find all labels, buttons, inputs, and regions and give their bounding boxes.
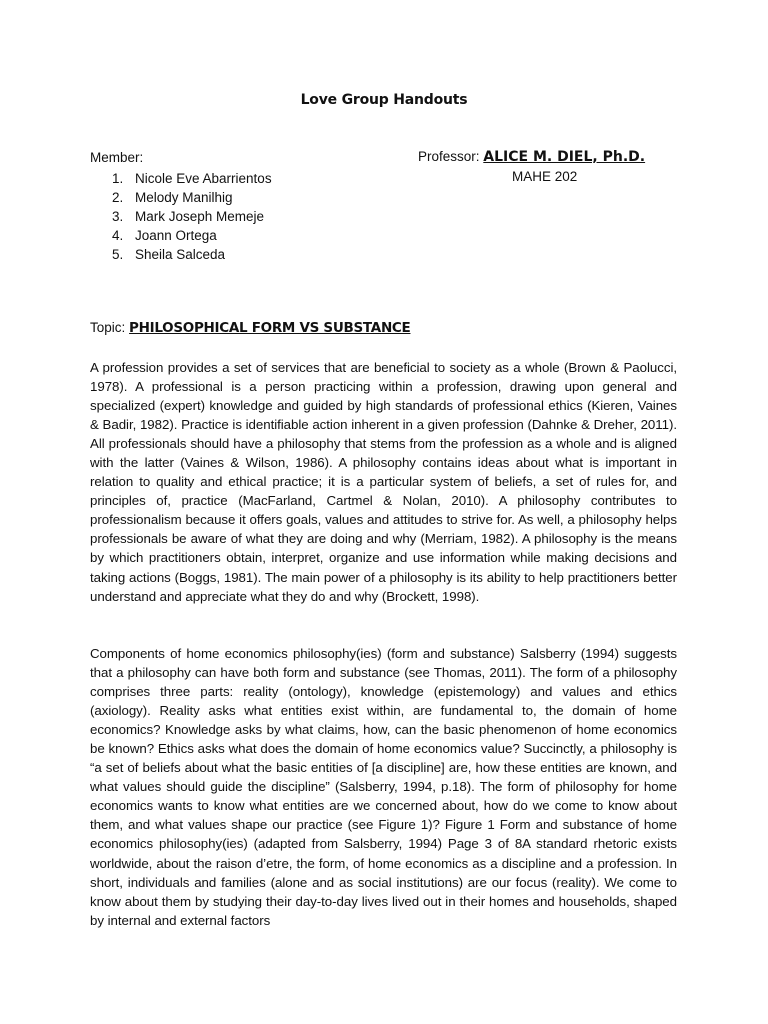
list-item	[112, 188, 272, 207]
list-item	[112, 207, 272, 226]
list-item	[112, 226, 272, 245]
member-name: Melody Manilhig	[135, 190, 233, 205]
list-number: 5.	[112, 247, 124, 262]
list-item	[112, 245, 272, 264]
body-paragraph: Components of home economics philosophy(ies) (form and substance) Salsberry (1994) suggests that a philosophy can have both form and substance (see Thomas, 2011). The form of a philosophy comprises three parts: reality (ontology), knowledge (epistemology) and values and ethics (axiology). Reality asks what entities exist within, are fundamental to, the domain of home economics? Knowledge asks by what claims, how, can the basic phenomenon of home economics be known? Ethics asks what does the domain of home economics value? Succinctly, a philosophy is “a set of beliefs about what the basic entities of [a discipline] are, how these entities are known, and what values should guide the discipline” (Salsberry, 1994, p.18). The form of philosophy for home economics wants to know what entities are we concerned about, how do we come to know about them, and what values shape our practice (see Figure 1)? Figure 1 Form and substance of home economics philosophy(ies) (adapted from Salsberry, 1994) Page 3 of 8A standard rhetoric exists worldwide, about the raison d’etre, the form, of home economics as a discipline and a profession. In short, individuals and families (alone and as social institutions) are our focus (reality). We come to know about them by studying their day-to-day lives lived out in their homes and households, shaped by internal and external factors	[90, 646, 677, 928]
professor-block	[418, 149, 645, 165]
member-name: Mark Joseph Memeje	[135, 209, 265, 224]
professor-name: ALICE M. DIEL, Ph.D.	[483, 149, 646, 165]
member-name: Joann Ortega	[135, 228, 217, 243]
member-name: Sheila Salceda	[135, 247, 226, 262]
member-label: Member:	[90, 150, 144, 165]
list-number: 1.	[112, 171, 124, 186]
list-number: 4.	[112, 228, 124, 243]
document-title: Love Group Handouts	[300, 92, 468, 108]
professor-label: Professor:	[418, 149, 480, 164]
topic-label: Topic:	[90, 320, 126, 335]
body-paragraph: A profession provides a set of services that are beneficial to society as a whole (Brown & Paolucci, 1978). A professional is a person practicing within a profession, drawing upon general and specialized (expert) knowledge and guided by high standards of professional ethics (Kieren, Vaines & Badir, 1982). Practice is identifiable action inherent in a given profession (Dahnke & Dreher, 2011). All professionals should have a philosophy that stems from the profession as a whole and is aligned with the latter (Vaines & Wilson, 1986). A philosophy contains ideas about what is important in relation to quality and ethical practice; it is a particular system of beliefs, a set of rules for, and principles of, practice (MacFarland, Cartmel & Nolan, 2010). A philosophy contributes to professionalism because it offers goals, values and attitudes to strive for. As well, a philosophy helps professionals be aware of what they are doing and why (Merriam, 1982). A philosophy is the means by which practitioners obtain, interpret, organize and use information while making decisions and taking actions (Boggs, 1981). The main power of a philosophy is its ability to help practitioners better understand and appreciate what they do and why (Brockett, 1998).	[90, 360, 677, 604]
list-number: 3.	[112, 209, 124, 224]
member-list	[112, 169, 272, 264]
topic-title: PHILOSOPHICAL FORM VS SUBSTANCE	[129, 320, 411, 336]
list-number: 2.	[112, 190, 124, 205]
topic-line	[90, 320, 410, 336]
member-name: Nicole Eve Abarrientos	[135, 171, 272, 186]
course-code: MAHE 202	[512, 169, 578, 184]
list-item	[112, 169, 272, 188]
